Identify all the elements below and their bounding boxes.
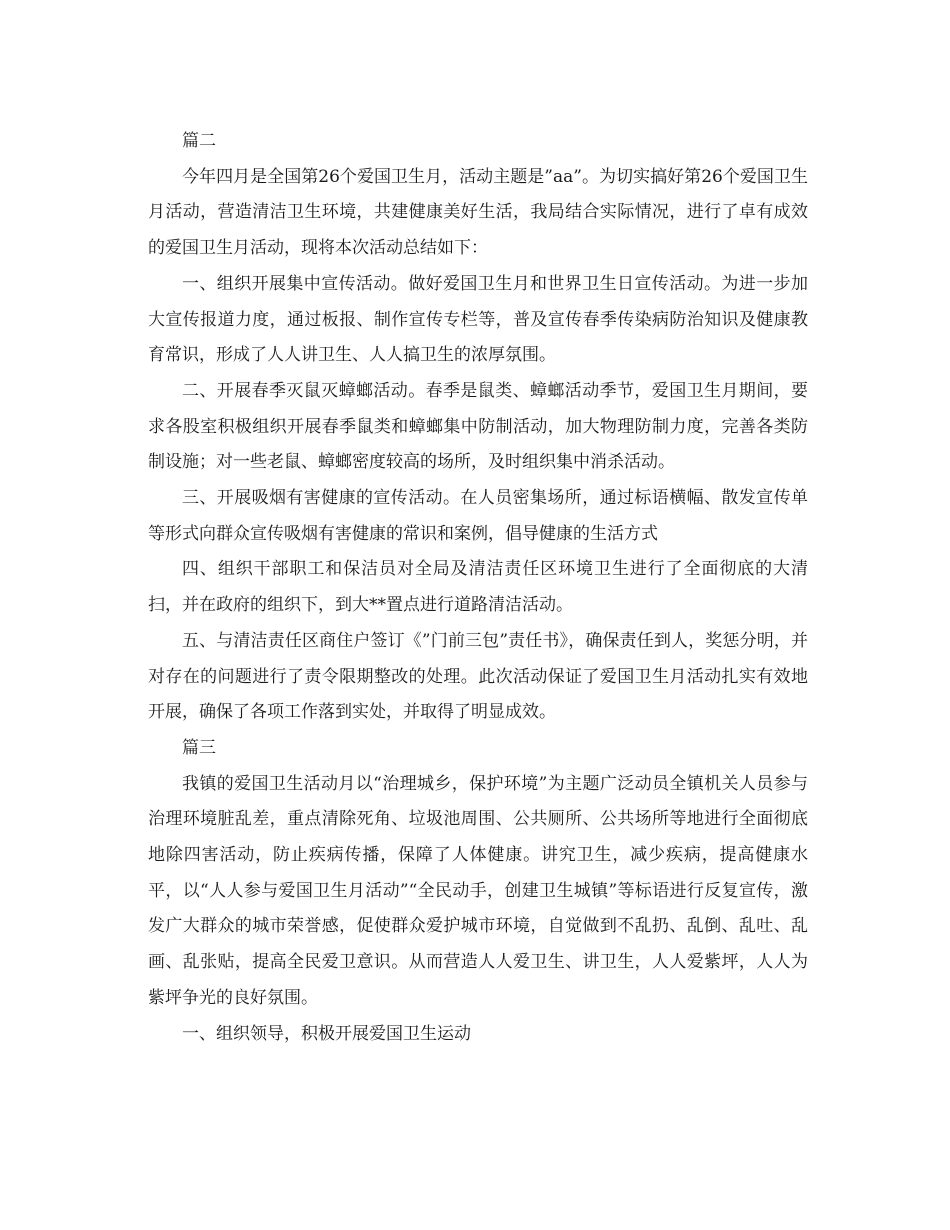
paragraph: 一、组织开展集中宣传活动。做好爱国卫生月和世界卫生日宣传活动。为进一步加大宣传报道力度，通过板报、制作宣传专栏等，普及宣传春季传染病防治知识及健康教育常识，形成了人人讲卫生、人人搞卫生的浓厚氛围。: [148, 273, 808, 366]
paragraph: 三、开展吸烟有害健康的宣传活动。在人员密集场所，通过标语横幅、散发宣传单等形式向群众宣传吸烟有害健康的常识和案例，倡导健康的生活方式: [148, 488, 808, 544]
paragraph: 五、与清洁责任区商住户签订《”门前三包”责任书》，确保责任到人，奖惩分明，并对存在的问题进行了责令限期整改的处理。此次活动保证了爱国卫生月活动扎实有效地开展，确保了各项工作落到实处，并取得了明显成效。: [148, 630, 808, 723]
paragraph: 四、组织干部职工和保洁员对全局及清洁责任区环境卫生进行了全面彻底的大清扫，并在政府的组织下，到大**置点进行道路清洁活动。: [148, 559, 808, 616]
paragraph: 一、组织领导，积极开展爱国卫生运动: [182, 1023, 471, 1044]
section-heading-2: 篇二: [182, 131, 216, 151]
paragraph: 我镇的爱国卫生活动月以“治理城乡，保护环境”为主题广泛动员全镇机关人员参与治理环境脏乱差，重点清除死角、垃圾池周围、公共厕所、公共场所等地进行全面彻底地除四害活动，防止疾病传播，保障了人体健康。讲究卫生，减少疾病，提高健康水平，以“人人参与爱国卫生月活动”“全民动手，创建卫生城镇”等标语进行反复宣传，激发广大群众的城市荣誉感，促使群众爱护城市环境，自觉做到不乱扔、乱倒、乱吐、乱画、乱张贴，提高全民爱卫意识。从而营造人人爱卫生、讲卫生，人人爱紫坪，人人为紫坪争光的良好氛围。: [148, 773, 808, 1008]
paragraph: 今年四月是全国第26个爱国卫生月，活动主题是”aa”。为切实搞好第26个爱国卫生月活动，营造清洁卫生环境，共建健康美好生活，我局结合实际情况，进行了卓有成效的爱国卫生月活动，现将本次活动总结如下：: [148, 166, 808, 259]
section-heading-3: 篇三: [182, 737, 216, 758]
paragraph: 二、开展春季灭鼠灭蟑螂活动。春季是鼠类、蟑螂活动季节，爱国卫生月期间，要求各股室积极组织开展春季鼠类和蟑螂集中防制活动，加大物理防制力度，完善各类防制设施；对一些老鼠、蟑螂密度较高的场所，及时组织集中消杀活动。: [148, 380, 808, 473]
document-body: [148, 124, 808, 1052]
